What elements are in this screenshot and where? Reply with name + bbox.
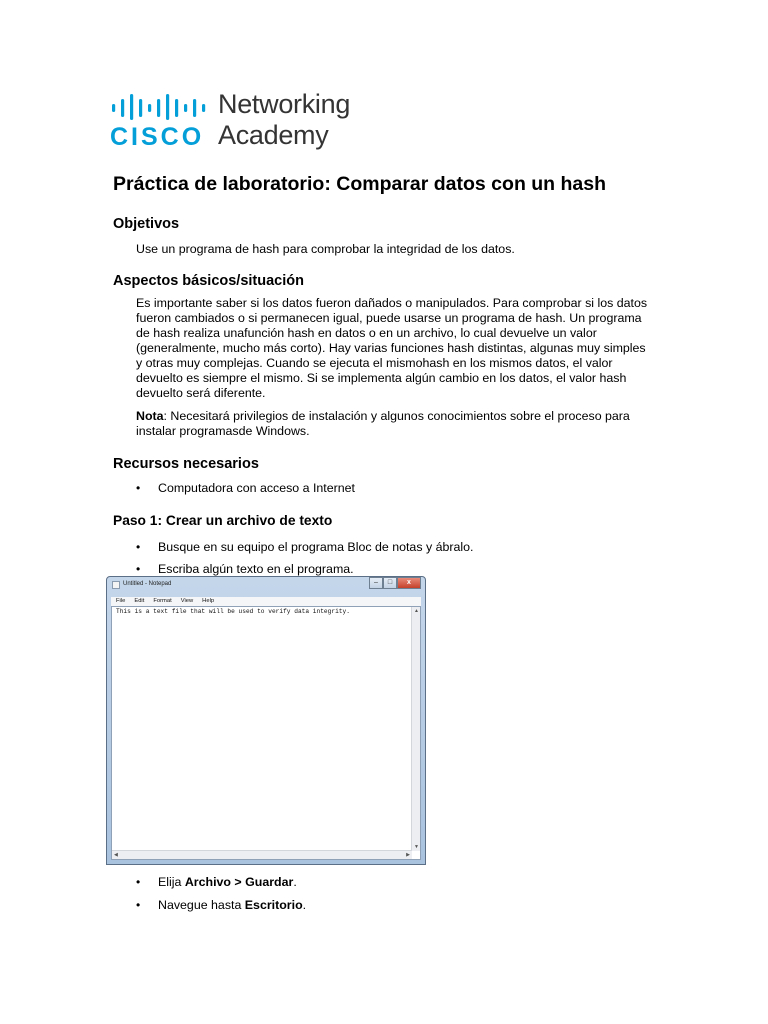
maximize-button[interactable]: □: [383, 577, 397, 589]
paso1-bullet-4: Navegue hasta Escritorio.: [158, 898, 307, 912]
horizontal-scrollbar[interactable]: [112, 850, 412, 859]
menu-help[interactable]: Help: [202, 598, 215, 604]
notepad-menubar: [111, 597, 421, 606]
notepad-content: This is a text file that will be used to verify data integrity.: [116, 608, 350, 615]
paso1-bullet-3: Elija Archivo > Guardar.: [158, 875, 297, 889]
aspectos-line: devuelto es siempre el mismo. Si se implementa algún cambio en los datos, el valor hash: [136, 371, 627, 385]
cisco-wordmark: CISCO: [110, 123, 205, 151]
bullet-mark: •: [136, 562, 141, 576]
cisco-networking-academy-logo: [110, 90, 370, 154]
vertical-scrollbar[interactable]: [411, 607, 420, 851]
bullet-mark: •: [136, 875, 141, 889]
aspectos-line: Es importante saber si los datos fueron dañados o manipulados. Para comprobar si los datos: [136, 296, 648, 310]
objetivos-text: Use un programa de hash para comprobar la integridad de los datos.: [136, 242, 515, 256]
heading-recursos: Recursos necesarios: [113, 456, 259, 472]
notepad-text-area[interactable]: [111, 606, 421, 860]
close-button[interactable]: x: [397, 577, 421, 589]
scroll-left-icon[interactable]: ◀: [114, 852, 118, 858]
aspectos-line: devuelto será diferente.: [136, 386, 266, 400]
window-controls: [369, 577, 421, 589]
bullet-mark: •: [136, 481, 141, 495]
notepad-window: [106, 576, 426, 865]
menu-edit[interactable]: Edit: [134, 598, 145, 604]
notepad-title: Untitled - Notepad: [123, 581, 172, 587]
paso1-bullet-1: Busque en su equipo el programa Bloc de notas y ábralo.: [158, 540, 474, 554]
aspectos-line: fueron cambiados o si permanecen igual, puede usarse un programa de hash. Un programa: [136, 311, 642, 325]
note-label: Nota: [136, 409, 164, 423]
note-text: : Necesitará privilegios de instalación y algunos conocimientos sobre el proceso para: [163, 409, 630, 423]
aspectos-line: de hash realiza unafunción hash en datos o en un archivo, lo cual devuelve un valor: [136, 326, 597, 340]
note-paragraph: [136, 409, 666, 439]
scroll-down-icon[interactable]: ▼: [414, 844, 419, 850]
menu-format[interactable]: Format: [153, 598, 172, 604]
minimize-button[interactable]: –: [369, 577, 383, 589]
heading-paso1: Paso 1: Crear un archivo de texto: [113, 513, 333, 528]
bullet-mark: •: [136, 540, 141, 554]
note-text-2: instalar programasde Windows.: [136, 424, 310, 438]
scroll-up-icon[interactable]: ▲: [414, 608, 419, 614]
aspectos-paragraph: [136, 296, 666, 401]
notepad-app-icon: [112, 581, 120, 589]
heading-aspectos: Aspectos básicos/situación: [113, 273, 304, 289]
heading-objetivos: Objetivos: [113, 216, 180, 232]
menu-file[interactable]: File: [116, 598, 126, 604]
cisco-bars-icon: [112, 94, 208, 120]
recursos-item: Computadora con acceso a Internet: [158, 481, 355, 495]
logo-academy: Academy: [218, 120, 329, 150]
menu-view[interactable]: View: [180, 598, 194, 604]
aspectos-line: y otras muy complejas. Cuando se ejecuta el mismohash en los mismos datos, el valor: [136, 356, 613, 370]
scroll-right-icon[interactable]: ▶: [406, 852, 410, 858]
bullet-mark: •: [136, 898, 141, 912]
paso1-bullet-2: Escriba algún texto en el programa.: [158, 562, 354, 576]
aspectos-line: (generalmente, mucho más corto). Hay varias funciones hash distintas, algunas muy simples: [136, 341, 646, 355]
page-title: Práctica de laboratorio: Comparar datos con un hash: [113, 173, 607, 195]
logo-networking: Networking: [218, 89, 351, 119]
